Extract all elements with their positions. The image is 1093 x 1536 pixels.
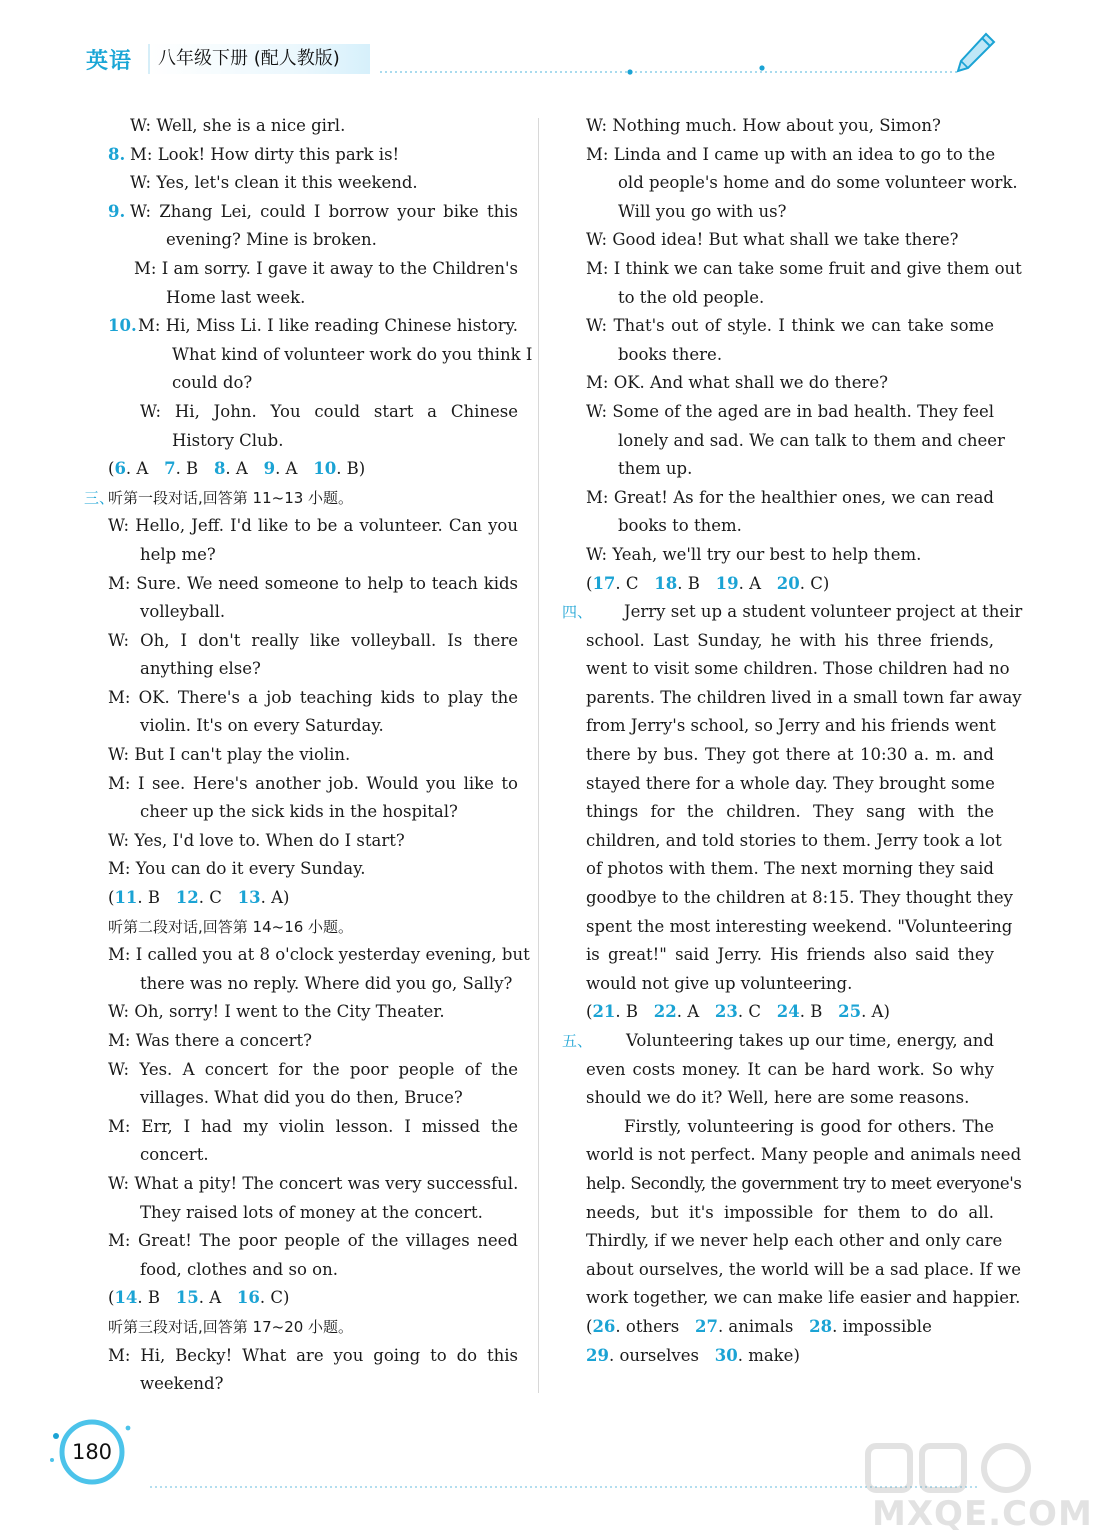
answer-number: 30	[714, 1345, 738, 1365]
left-column	[84, 112, 533, 1399]
answer-paren: (	[586, 1002, 593, 1022]
answer-choice: . B	[799, 1002, 823, 1022]
dialogue-line: M: Sure. We need someone to help to teach kids	[108, 573, 518, 593]
dialogue-line: could do?	[172, 373, 253, 393]
section-heading	[84, 484, 518, 513]
answer-number: 10	[313, 459, 337, 479]
passage-line: Firstly, volunteering is good for others. The	[624, 1116, 994, 1136]
passage-line	[562, 1027, 994, 1056]
dialogue-line: cheer up the sick kids in the hospital?	[140, 802, 458, 822]
answer-choice: . A	[676, 1002, 700, 1022]
answer-number: 8	[213, 459, 226, 479]
answer-line	[586, 1342, 994, 1371]
answer-line	[586, 570, 994, 599]
dialogue-line: W: Yes, I'd love to. When do I start?	[108, 830, 405, 850]
answer-number: 17	[592, 573, 616, 593]
answer-paren: (	[586, 1316, 593, 1336]
dialogue-text: M: Look! How dirty this park is!	[130, 144, 400, 164]
answer-paren: (	[108, 459, 115, 479]
answer-number: 27	[694, 1316, 718, 1336]
answer-number: 29	[586, 1345, 609, 1365]
answer-number: 14	[114, 1288, 138, 1308]
answer-choice: . A)	[260, 888, 290, 908]
answer-choice: . B	[677, 573, 700, 593]
dialogue-line: evening? Mine is broken.	[166, 230, 377, 250]
answer-number: 16	[236, 1288, 260, 1308]
dialogue-line: M: Great! As for the healthier ones, we can read	[586, 487, 994, 507]
answer-choice: . C)	[799, 573, 830, 593]
section-subheading: 听第二段对话,回答第 14~16 小题。	[108, 917, 354, 936]
answer-number: 18	[654, 573, 678, 593]
dialogue-line: old people's home and do some volunteer work.	[618, 173, 1018, 193]
passage-line: stayed there for a whole day. They brought some	[586, 773, 995, 793]
dialogue-line: books to them.	[618, 516, 742, 536]
answer-line	[586, 1313, 994, 1342]
answer-choice: . B	[615, 1002, 639, 1022]
section-marker: 三、	[84, 488, 115, 507]
answer-number: 21	[592, 1002, 616, 1022]
header-dotted-line	[380, 66, 960, 76]
dialogue-line: M: OK. There's a job teaching kids to play the	[108, 687, 518, 707]
dialogue-line: them up.	[618, 459, 693, 479]
grade-label	[148, 44, 370, 74]
passage-line: should we do it? Well, here are some reasons.	[586, 1088, 970, 1108]
passage-line: went to visit some children. Those children had no	[586, 659, 1010, 679]
dialogue-line: W: Hello, Jeff. I'd like to be a volunteer. Can you	[108, 516, 518, 536]
answer-number: 22	[653, 1002, 677, 1022]
question-number: 10.	[108, 316, 137, 336]
dialogue-line: M: I see. Here's another job. Would you like to	[108, 773, 518, 793]
dialogue-line: M: Linda and I came up with an idea to go to the	[586, 144, 996, 164]
answer-number: 20	[776, 573, 800, 593]
section-title: 听第一段对话,回答第 11~13 小题。	[108, 488, 354, 507]
dialogue-line	[108, 141, 518, 170]
dialogue-line: W: Yes. A concert for the poor people of the	[108, 1059, 518, 1079]
dialogue-line: M: I called you at 8 o'clock yesterday evening, but	[108, 945, 530, 965]
dialogue-line: W: But I can't play the violin.	[108, 745, 351, 765]
dialogue-line: W: What a pity! The concert was very successful.	[108, 1173, 519, 1193]
answer-number: 9	[263, 459, 276, 479]
answer-paren: (	[586, 573, 593, 593]
section-marker: 五、	[562, 1032, 593, 1050]
subject-label: 英语	[86, 49, 133, 74]
passage-line: parents. The children lived in a small town far away	[586, 687, 1022, 707]
section-subheading: 听第三段对话,回答第 17~20 小题。	[108, 1317, 354, 1336]
passage-line: things for the children. They sang with the	[586, 802, 994, 822]
answer-line	[108, 1284, 518, 1313]
dialogue-line: W: Oh, I don't really like volleyball. Is there	[108, 630, 518, 650]
dialogue-line: M: You can do it every Sunday.	[108, 859, 366, 879]
column-divider	[538, 118, 539, 1393]
watermark-text: MXQE.COM	[872, 1494, 1093, 1534]
dialogue-line: help me?	[140, 544, 216, 564]
answer-choice: . B	[175, 459, 199, 479]
answer-choice: . A)	[861, 1002, 890, 1022]
dialogue-text: M: Hi, Miss Li. I like reading Chinese history.	[138, 316, 518, 336]
passage-line: help. Secondly, the government try to meet everyone's	[586, 1173, 1022, 1193]
dialogue-line: books there.	[618, 344, 723, 364]
dialogue-line: anything else?	[140, 659, 261, 679]
answer-choice: . A	[198, 1288, 222, 1308]
dialogue-line: violin. It's on every Saturday.	[140, 716, 384, 736]
dialogue-line: Home last week.	[166, 287, 306, 307]
passage-line: from Jerry's school, so Jerry and his friends went	[586, 716, 996, 736]
dialogue-line: concert.	[140, 1145, 209, 1165]
answer-choice: . A	[125, 459, 149, 479]
answer-line	[108, 884, 518, 913]
dialogue-line: there was no reply. Where did you go, Sally?	[140, 973, 513, 993]
dialogue-line: W: Well, she is a nice girl.	[130, 116, 346, 135]
dialogue-line: M: I think we can take some fruit and give them out	[586, 258, 1022, 278]
answer-choice: . B)	[336, 459, 366, 479]
dialogue-line: villages. What did you do then, Bruce?	[140, 1088, 463, 1108]
answer-line	[108, 455, 518, 484]
passage-line: would not give up volunteering.	[586, 973, 853, 993]
passage-line: school. Last Sunday, he with his three friends,	[586, 630, 994, 650]
answer-choice: . A	[225, 459, 248, 479]
page-number: 180	[71, 1440, 113, 1464]
page-header	[0, 0, 1049, 90]
dialogue-line: to the old people.	[618, 287, 765, 307]
answer-number: 23	[714, 1002, 738, 1022]
dialogue-line: History Club.	[172, 430, 284, 450]
dialogue-line: food, clothes and so on.	[140, 1259, 338, 1279]
answer-word: . ourselves	[608, 1345, 699, 1365]
answer-number: 15	[175, 1288, 199, 1308]
answer-number: 26	[592, 1316, 616, 1336]
answer-number: 12	[175, 888, 199, 908]
dialogue-line: M: I am sorry. I gave it away to the Children's	[134, 258, 518, 278]
dialogue-line: W: Yes, let's clean it this weekend.	[130, 173, 418, 193]
answer-choice: . B	[137, 1288, 161, 1308]
passage-line: Thirdly, if we never help each other and only care	[586, 1231, 1003, 1251]
question-number: 8.	[108, 144, 126, 164]
dialogue-line: W: Nothing much. How about you, Simon?	[586, 116, 941, 135]
right-column	[562, 112, 1023, 1370]
answer-number: 11	[114, 888, 138, 908]
pen-icon	[952, 30, 998, 76]
answer-number: 13	[237, 888, 261, 908]
answer-word: . animals	[717, 1316, 794, 1336]
passage-line: even costs money. It can be hard work. So why	[586, 1059, 994, 1079]
answer-number: 24	[776, 1002, 800, 1022]
answer-word: . others	[615, 1316, 680, 1336]
dialogue-line: Will you go with us?	[618, 201, 787, 221]
passage-line: goodbye to the children at 8:15. They thought they	[586, 888, 1013, 908]
dialogue-line: M: Hi, Becky! What are you going to do this	[108, 1345, 518, 1365]
question-number: 9.	[108, 201, 126, 221]
edition-text: (配人教版)	[253, 48, 340, 69]
dialogue-line: weekend?	[140, 1374, 224, 1394]
dialogue-line: They raised lots of money at the concert.	[140, 1202, 483, 1222]
answer-number: 28	[809, 1316, 833, 1336]
dialogue-line: W: Good idea! But what shall we take there?	[586, 230, 959, 250]
dialogue-line: M: OK. And what shall we do there?	[586, 373, 888, 393]
dialogue-line: W: Oh, sorry! I went to the City Theater.	[108, 1002, 445, 1022]
passage-line: work together, we can make life easier and happier.	[586, 1288, 1021, 1308]
dialogue-line: M: Err, I had my violin lesson. I missed the	[108, 1116, 518, 1136]
dialogue-line: W: Some of the aged are in bad health. They feel	[586, 401, 994, 421]
grade-text: 八年级下册	[158, 48, 248, 69]
answer-paren: (	[108, 1288, 115, 1308]
dialogue-line	[108, 312, 518, 341]
passage-text: Jerry set up a student volunteer project at their	[624, 602, 1023, 622]
dialogue-line: W: Hi, John. You could start a Chinese	[140, 401, 518, 421]
dialogue-line: M: Great! The poor people of the villages need	[108, 1231, 518, 1251]
answer-choice: . A	[275, 459, 298, 479]
answer-choice: . C)	[259, 1288, 290, 1308]
passage-line: there by bus. They got there at 10:30 a. m. and	[586, 745, 994, 765]
passage-line: needs, but it's impossible for them to do all.	[586, 1202, 994, 1222]
answer-choice: . C	[198, 888, 222, 908]
dialogue-line: What kind of volunteer work do you think I	[172, 344, 533, 364]
passage-line: spent the most interesting weekend. "Volunteering	[586, 916, 1013, 936]
passage-line: is great!" said Jerry. His friends also said they	[586, 945, 994, 965]
answer-choice: . C	[615, 573, 639, 593]
dialogue-line	[108, 198, 518, 227]
answer-number: 7	[164, 459, 176, 479]
passage-line: children, and told stories to them. Jerry took a lot	[586, 830, 1002, 850]
dialogue-line: M: Was there a concert?	[108, 1031, 312, 1050]
answer-paren: (	[108, 888, 115, 908]
dialogue-line: lonely and sad. We can talk to them and cheer	[618, 430, 1005, 450]
passage-line	[562, 598, 1023, 627]
answer-choice: . A	[738, 573, 761, 593]
dialogue-line: volleyball.	[140, 602, 226, 622]
dialogue-text: W: Zhang Lei, could I borrow your bike this	[130, 201, 518, 221]
answer-number: 25	[838, 1002, 862, 1022]
section-marker: 四、	[562, 603, 593, 622]
answer-number: 19	[715, 573, 739, 593]
answer-line	[586, 998, 994, 1027]
passage-line: world is not perfect. Many people and animals need	[586, 1145, 1022, 1165]
passage-text: Volunteering takes up our time, energy, and	[626, 1031, 994, 1050]
passage-line: about ourselves, the world will be a sad place. If we	[586, 1259, 1022, 1279]
answer-choice: . B	[137, 888, 161, 908]
answer-word: . make)	[737, 1345, 800, 1365]
passage-line: of photos with them. The next morning they said	[586, 859, 994, 879]
answer-number: 6	[114, 459, 126, 479]
answer-choice: . C	[737, 1002, 761, 1022]
answer-word: . impossible	[832, 1316, 932, 1336]
dialogue-line: W: That's out of style. I think we can take some	[586, 316, 994, 336]
dialogue-line: W: Yeah, we'll try our best to help them.	[586, 544, 922, 564]
